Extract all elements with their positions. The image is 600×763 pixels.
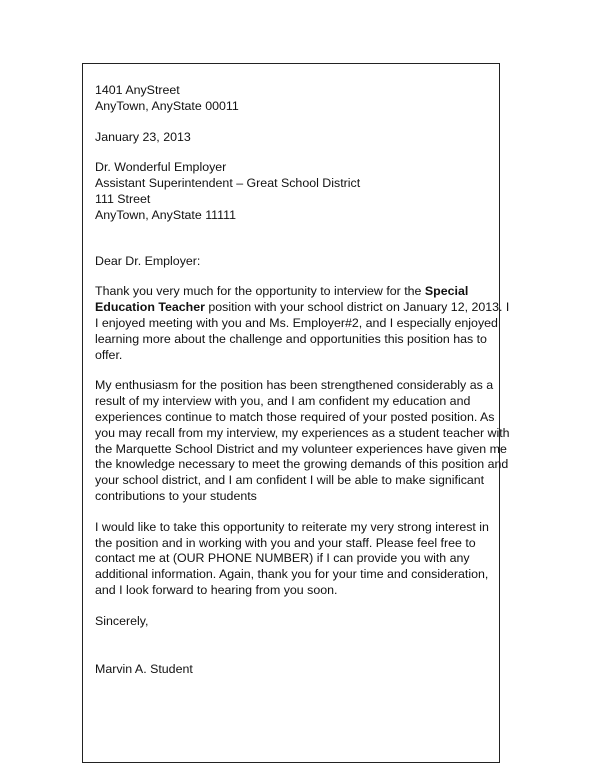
recipient-address bbox=[95, 160, 495, 223]
paragraph-1-line-1-text: Thank you very much for the opportunity to interview for the bbox=[95, 284, 425, 299]
paragraph-1-line-2-text: position with your school district on January 12, 2013. I bbox=[204, 300, 510, 315]
paragraph-1-line-1 bbox=[95, 284, 495, 300]
date-text: January 23, 2013 bbox=[95, 129, 191, 144]
paragraph-2-line: the Marquette School District and my volunteer experiences have given me bbox=[95, 441, 507, 456]
paragraph-3-line: I would like to take this opportunity to reiterate my very strong interest in bbox=[95, 519, 489, 534]
recipient-title: Assistant Superintendent – Great School District bbox=[95, 176, 361, 191]
paragraph-2 bbox=[95, 378, 510, 504]
letter-body bbox=[95, 83, 510, 677]
signature-name: Marvin A. Student bbox=[95, 661, 193, 676]
recipient-address-line-1: 111 Street bbox=[95, 191, 151, 206]
paragraph-2-line: the knowledge necessary to meet the growing demands of this position and bbox=[95, 457, 509, 472]
paragraph-2-line: your school district, and I am confident I will be able to make significant bbox=[95, 473, 485, 488]
paragraph-2-line: result of my interview with you, and I am confident my education and bbox=[95, 394, 471, 409]
closing-text: Sincerely, bbox=[95, 613, 149, 628]
salutation bbox=[95, 254, 495, 270]
paragraph-1-line-4: learning more about the challenge and opportunities this position has to bbox=[95, 331, 487, 346]
paragraph-1-line-1-bold: Special bbox=[424, 284, 469, 299]
signature bbox=[95, 662, 495, 678]
paragraph-2-line: My enthusiasm for the position has been strengthened considerably as a bbox=[95, 378, 494, 393]
sender-address-line-1: 1401 AnyStreet bbox=[95, 83, 180, 97]
paragraph-3-line: the position and in working with you and your staff. Please feel free to bbox=[95, 535, 476, 550]
paragraph-3-line: and I look forward to hearing from you soon. bbox=[95, 582, 338, 597]
sender-address-line-2: AnyTown, AnyState 00011 bbox=[95, 98, 239, 113]
recipient-name: Dr. Wonderful Employer bbox=[95, 160, 227, 175]
paragraph-1 bbox=[95, 284, 510, 363]
paragraph-2-line: you may recall from my interview, my experiences as a student teacher with bbox=[95, 425, 510, 440]
paragraph-2-line: contributions to your students bbox=[95, 488, 257, 503]
paragraph-1-line-2-bold: Education Teacher bbox=[95, 300, 205, 315]
paragraph-2-line: experiences continue to match those required of your posted position. As bbox=[95, 409, 495, 424]
sender-address bbox=[95, 83, 495, 115]
paragraph-1-line-2 bbox=[95, 300, 510, 316]
recipient-address-line-2: AnyTown, AnyState 11111 bbox=[95, 207, 236, 222]
paragraph-1-line-3: I enjoyed meeting with you and Ms. Employer#2, and I especially enjoyed bbox=[95, 315, 498, 330]
salutation-text: Dear Dr. Employer: bbox=[95, 253, 201, 268]
paragraph-3-line: additional information. Again, thank you for your time and consideration, bbox=[95, 567, 489, 582]
paragraph-3 bbox=[95, 520, 495, 599]
paragraph-3-line: contact me at (OUR PHONE NUMBER) if I can provide you with any bbox=[95, 551, 470, 566]
closing bbox=[95, 614, 495, 630]
letter-date bbox=[95, 130, 495, 146]
paragraph-1-line-5: offer. bbox=[95, 347, 123, 362]
